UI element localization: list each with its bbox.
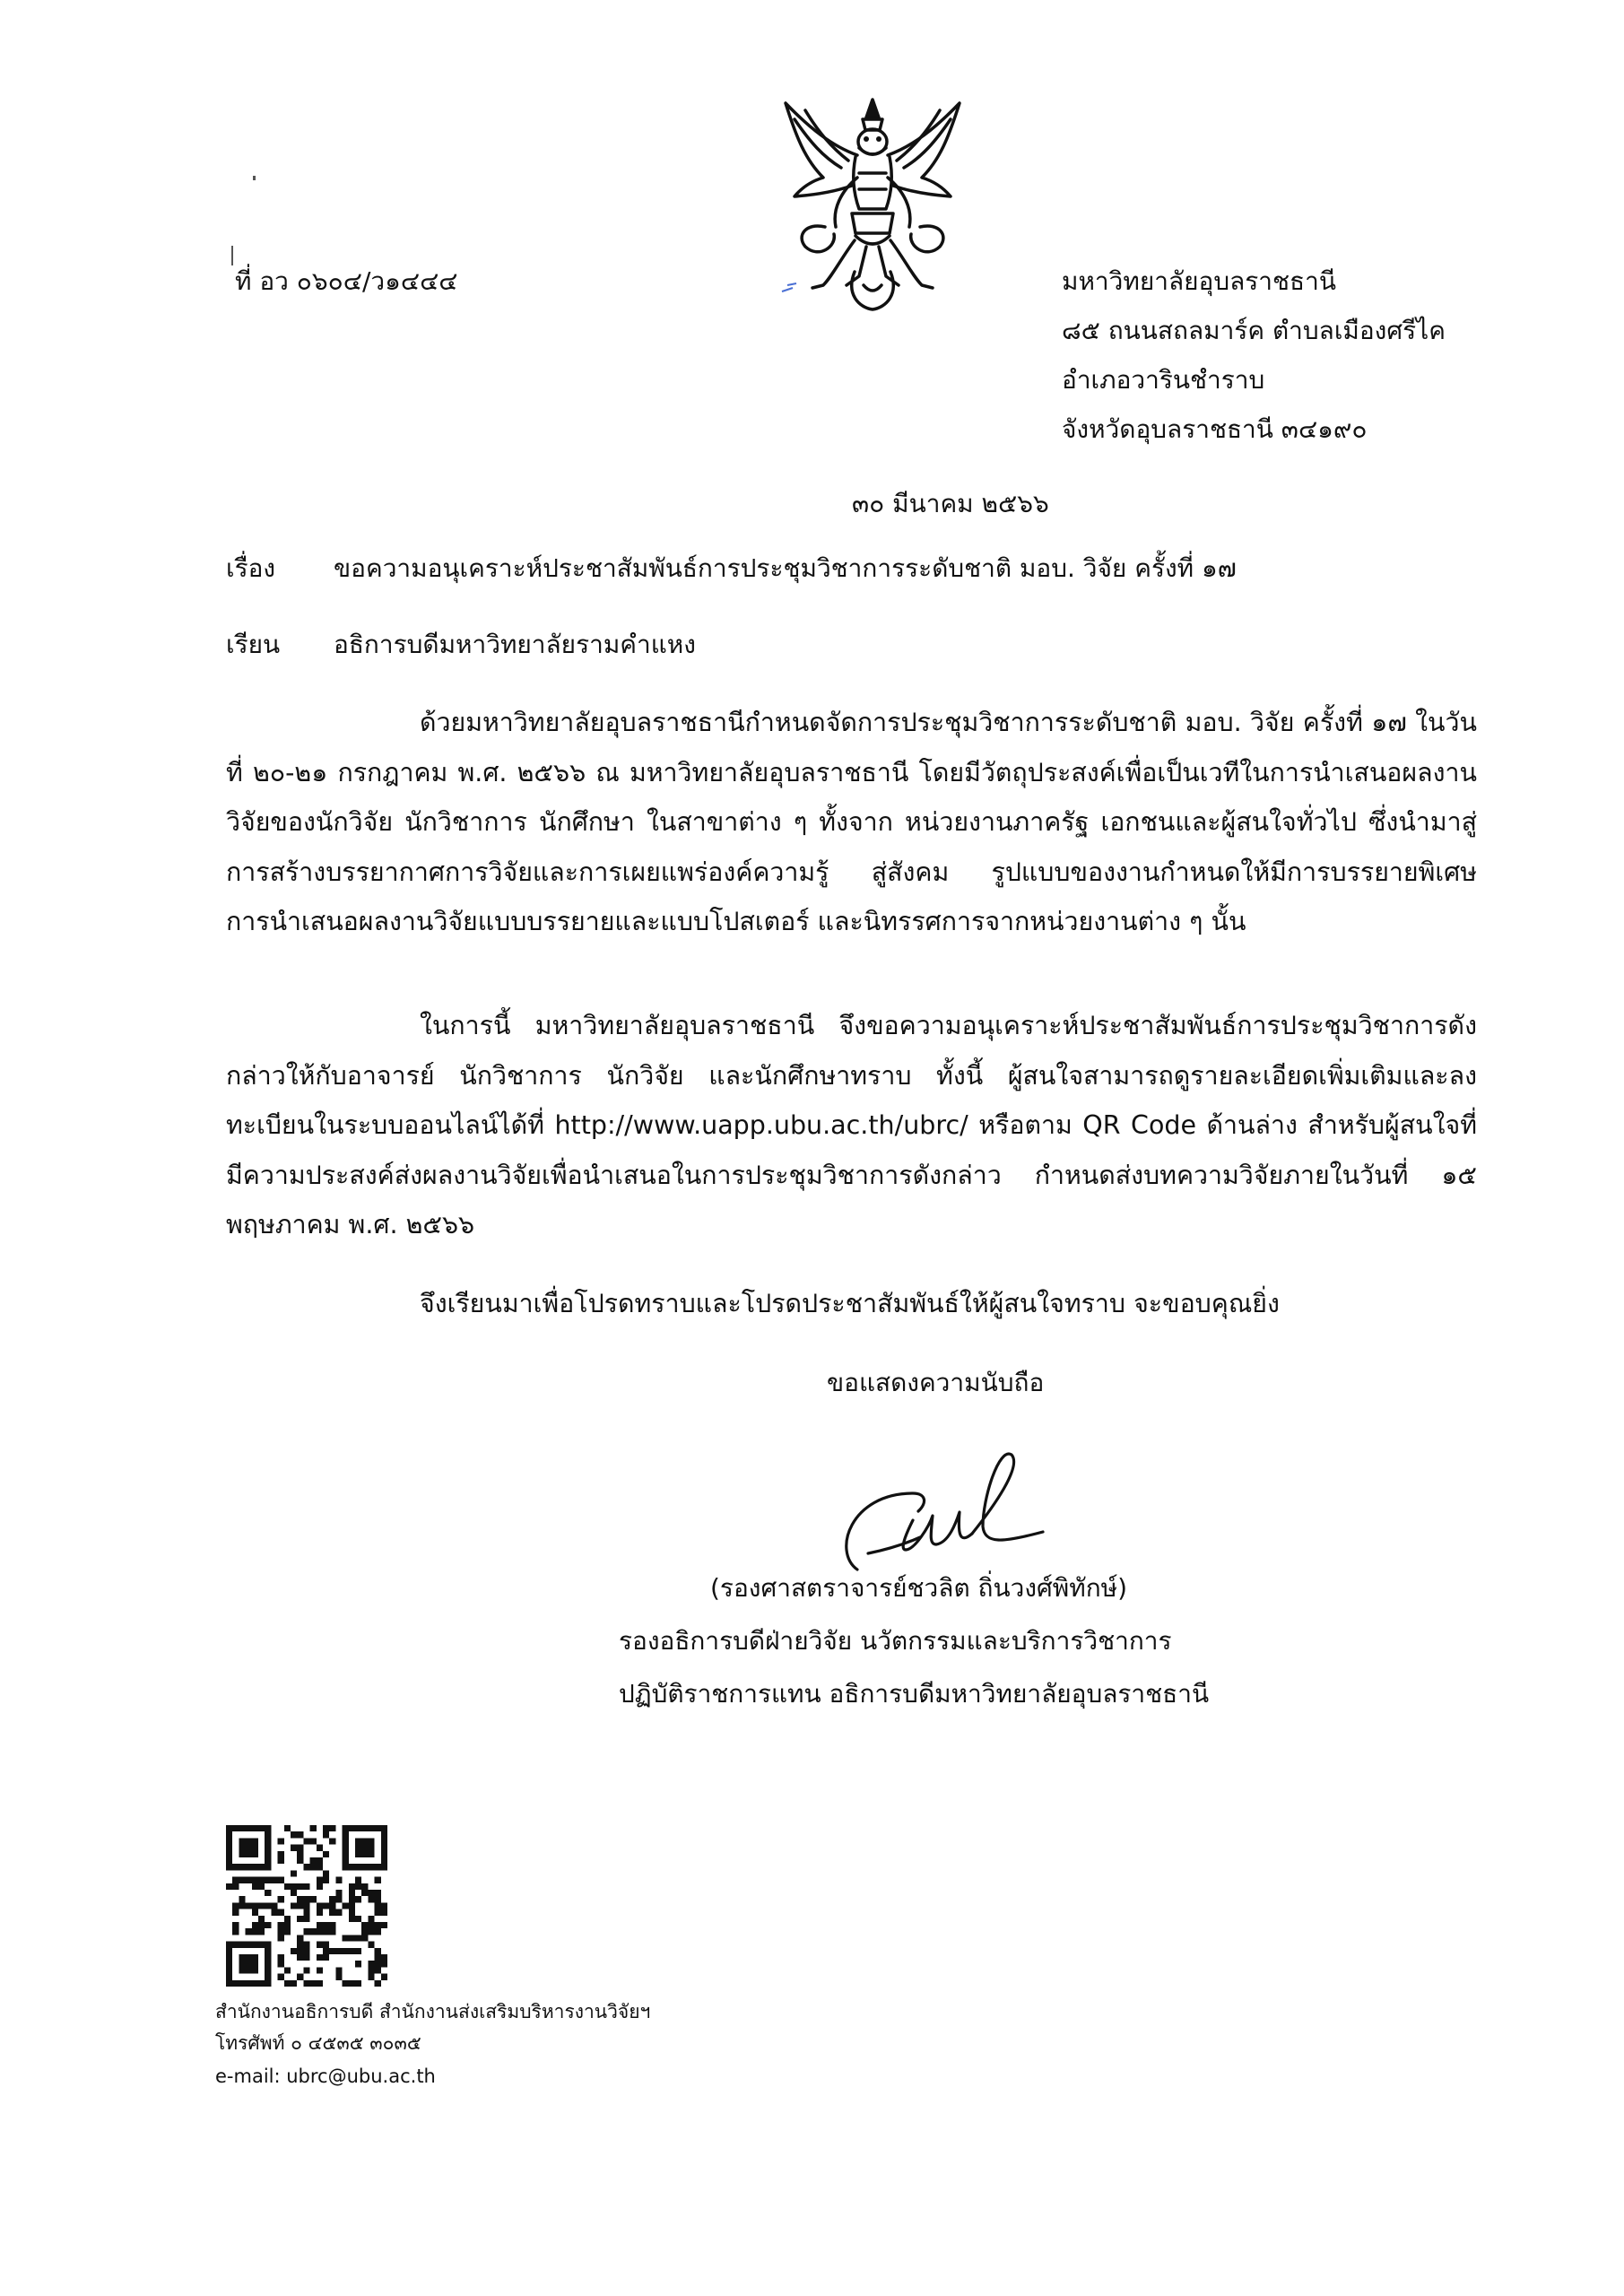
address-line: จังหวัดอุบลราชธานี ๓๔๑๙๐ <box>1062 414 1368 444</box>
recipient-text: อธิการบดีมหาวิทยาลัยรามคำแหง <box>334 630 696 659</box>
signer-acting: ปฏิบัติราชการแทน อธิการบดีมหาวิทยาลัยอุบลราชธานี <box>619 1679 1210 1709</box>
scan-mark <box>253 176 256 180</box>
body-paragraph: ในการนี้ มหาวิทยาลัยอุบลราชธานี จึงขอความอนุเคราะห์ประชาสัมพันธ์การประชุมวิชาการดังกล่าวให้กับอาจารย์ นักวิชาการ นักวิจัย และนักศึกษาทราบ ทั้งนี้ ผู้สนใจสามารถดูรายละเอียดเพิ่มเติมและลงทะเบียนในระบบออนไลน์ได้ที่ http://www.uapp.ubu.ac.th/ubrc/ หรือตาม QR Code ด้านล่าง สำหรับผู้สนใจที่มีความประสงค์ส่งผลงานวิจัยเพื่อนำเสนอในการประชุมวิชาการดังกล่าว กำหนดส่งบทความวิจัยภายในวันที่ ๑๕ พฤษภาคม พ.ศ. ๒๕๖๖ <box>226 1011 1477 1239</box>
letter-date: ๓๐ มีนาคม ๒๕๖๖ <box>852 489 1049 518</box>
closing-text: ขอแสดงความนับถือ <box>827 1368 1045 1397</box>
footer-office: สำนักงานอธิการบดี สำนักงานส่งเสริมบริหารงานวิจัยฯ <box>215 2001 651 2022</box>
garuda-emblem-icon <box>769 92 976 317</box>
footer-phone: โทรศัพท์ ๐ ๔๕๓๕ ๓๐๓๕ <box>215 2032 421 2054</box>
scan-mark <box>231 246 233 265</box>
footer-email: e-mail: ubrc@ubu.ac.th <box>215 2066 436 2087</box>
body-paragraph: จึงเรียนมาเพื่อโปรดทราบและโปรดประชาสัมพันธ์ให้ผู้สนใจทราบ จะขอบคุณยิ่ง <box>420 1289 1280 1318</box>
reference-number: ที่ อว ๐๖๐๔/ว๑๔๔๔ <box>235 266 458 296</box>
subject-label: เรื่อง <box>226 553 276 583</box>
address-line: อำเภอวารินชำราบ <box>1062 365 1265 395</box>
recipient-label: เรียน <box>226 630 281 659</box>
qr-code-icon <box>226 1825 387 1987</box>
handwritten-signature <box>814 1444 1047 1578</box>
signer-name: (รองศาสตราจารย์ชวลิต ถิ่นวงศ์พิทักษ์) <box>710 1573 1128 1603</box>
address-line: ๘๕ ถนนสถลมาร์ค ตำบลเมืองศรีไค <box>1062 316 1446 345</box>
subject-text: ขอความอนุเคราะห์ประชาสัมพันธ์การประชุมวิชาการระดับชาติ มอบ. วิจัย ครั้งที่ ๑๗ <box>334 553 1237 583</box>
body-paragraph: ด้วยมหาวิทยาลัยอุบลราชธานีกำหนดจัดการประชุมวิชาการระดับชาติ มอบ. วิจัย ครั้งที่ ๑๗ ในวันที่ ๒๐-๒๑ กรกฎาคม พ.ศ. ๒๕๖๖ ณ มหาวิทยาลัยอุบลราชธานี โดยมีวัตถุประสงค์เพื่อเป็นเวทีในการนำเสนอผลงานวิจัยของนักวิจัย นักวิชาการ นักศึกษา ในสาขาต่าง ๆ ทั้งจาก หน่วยงานภาครัฐ เอกชนและผู้สนใจทั่วไป ซึ่งนำมาสู่การสร้างบรรยากาศการวิจัยและการเผยแพร่องค์ความรู้ สู่สังคม รูปแบบของงานกำหนดให้มีการบรรยายพิเศษ การนำเสนอผลงานวิจัยแบบบรรยายและแบบโปสเตอร์ และนิทรรศการจากหน่วยงานต่าง ๆ นั้น <box>226 708 1477 936</box>
address-line: มหาวิทยาลัยอุบลราชธานี <box>1062 266 1336 296</box>
signer-position: รองอธิการบดีฝ่ายวิจัย นวัตกรรมและบริการวิชาการ <box>619 1626 1172 1656</box>
